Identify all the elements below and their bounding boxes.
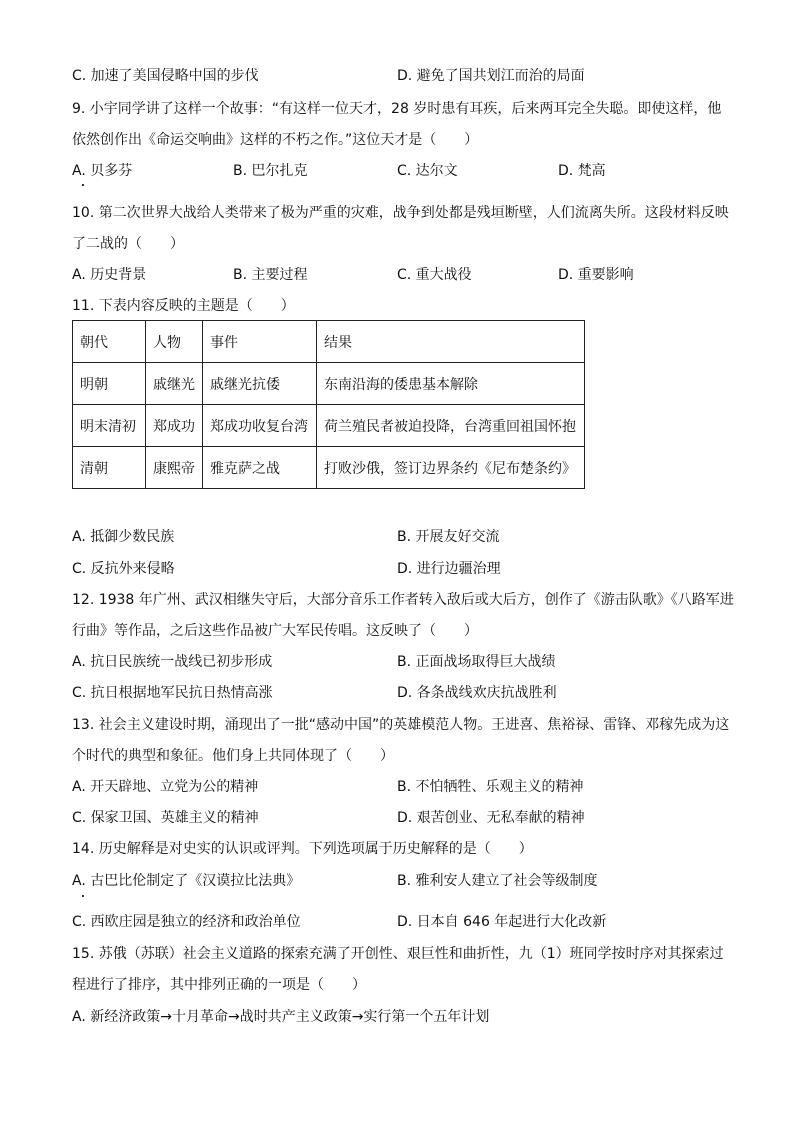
question-12-text-cont: 行曲》等作品，之后这些作品被广大军民传唱。这反映了（ ） — [72, 623, 478, 639]
question-13-text-cont: 个时代的典型和象征。他们身上共同体现了（ ） — [72, 748, 394, 764]
table-cell: 明末清初 — [73, 405, 146, 447]
table-row — [73, 405, 585, 447]
option-d: D. 避免了国共划江而治的局面 — [397, 68, 585, 84]
q10-option-c: C. 重大战役 — [397, 267, 472, 283]
table-cell: 东南沿海的倭患基本解除 — [317, 363, 585, 405]
header-cell: 朝代 — [73, 321, 146, 363]
question-9-text-cont: 依然创作出《命运交响曲》这样的不朽之作。”这位天才是（ ） — [72, 132, 479, 148]
table-cell: 清朝 — [73, 447, 146, 489]
question-9-text: 9. 小宇同学讲了这样一个故事：“有这样一位天才，28 岁时患有耳疾，后来两耳完全失聪。即使这样，他 — [72, 101, 722, 117]
header-cell: 事件 — [203, 321, 317, 363]
q11-option-d: D. 进行边疆治理 — [397, 561, 501, 577]
table-cell: 戚继光 — [146, 363, 203, 405]
option-c: C. 加速了美国侵略中国的步伐 — [72, 68, 259, 84]
q14-option-a: A. 古巴比伦制定了《汉谟拉比法典》 — [72, 873, 301, 889]
question-14-text: 14. 历史解释是对史实的认识或评判。下列选项属于历史解释的是（ ） — [72, 841, 533, 857]
q9-option-a: A. 贝多芬 — [72, 163, 133, 179]
table-cell: 戚继光抗倭 — [203, 363, 317, 405]
q12-option-d: D. 各条战线欢庆抗战胜利 — [397, 685, 557, 701]
table-row — [73, 363, 585, 405]
question-10-text: 10. 第二次世界大战给人类带来了极为严重的灾难，战争到处都是残垣断壁，人们流离失所。这段材料反映 — [72, 205, 729, 221]
question-10-text-cont: 了二战的（ ） — [72, 236, 184, 252]
q10-option-b: B. 主要过程 — [233, 267, 308, 283]
q11-option-c: C. 反抗外来侵略 — [72, 561, 175, 577]
header-cell: 结果 — [317, 321, 585, 363]
q10-option-a: A. 历史背景 — [72, 267, 147, 283]
table-cell: 打败沙俄，签订边界条约《尼布楚条约》 — [317, 447, 585, 489]
q13-option-c: C. 保家卫国、英雄主义的精神 — [72, 810, 259, 826]
table-cell: 明朝 — [73, 363, 146, 405]
speck-mark — [82, 895, 84, 897]
q12-option-a: A. 抗日民族统一战线已初步形成 — [72, 654, 273, 670]
table-cell: 康熙帝 — [146, 447, 203, 489]
table-cell: 雅克萨之战 — [203, 447, 317, 489]
q11-option-a: A. 抵御少数民族 — [72, 529, 175, 545]
question-13-text: 13. 社会主义建设时期，涌现出了一批“感动中国”的英雄模范人物。王进喜、焦裕禄、雷锋、邓稼先成为这 — [72, 717, 730, 733]
history-table — [72, 320, 585, 489]
speck-mark — [82, 184, 84, 186]
question-15-text: 15. 苏俄（苏联）社会主义道路的探索充满了开创性、艰巨性和曲折性，九（1）班同学按时序对其探索过 — [72, 946, 724, 962]
question-15-text-cont: 程进行了排序，其中排列正确的一项是（ ） — [72, 977, 366, 993]
header-cell: 人物 — [146, 321, 203, 363]
q14-option-d: D. 日本自 646 年起进行大化改新 — [397, 914, 607, 930]
table-cell: 郑成功收复台湾 — [203, 405, 317, 447]
table-cell: 荷兰殖民者被迫投降，台湾重回祖国怀抱 — [317, 405, 585, 447]
q13-option-b: B. 不怕牺牲、乐观主义的精神 — [397, 779, 584, 795]
q9-option-d: D. 梵高 — [558, 163, 606, 179]
q15-option-a: A. 新经济政策→十月革命→战时共产主义政策→实行第一个五年计划 — [72, 1009, 490, 1025]
q12-option-c: C. 抗日根据地军民抗日热情高涨 — [72, 685, 273, 701]
q10-option-d: D. 重要影响 — [558, 267, 634, 283]
question-12-text: 12. 1938 年广州、武汉相继失守后，大部分音乐工作者转入敌后或大后方，创作了《游击队歌》《八路军进 — [72, 592, 734, 608]
q13-option-d: D. 艰苦创业、无私奉献的精神 — [397, 810, 585, 826]
q11-option-b: B. 开展友好交流 — [397, 529, 500, 545]
q13-option-a: A. 开天辟地、立党为公的精神 — [72, 779, 259, 795]
table-row — [73, 447, 585, 489]
q14-option-b: B. 雅利安人建立了社会等级制度 — [397, 873, 598, 889]
table-header-row — [73, 321, 585, 363]
question-11-text: 11. 下表内容反映的主题是（ ） — [72, 298, 295, 314]
q12-option-b: B. 正面战场取得巨大战绩 — [397, 654, 556, 670]
q9-option-c: C. 达尔文 — [397, 163, 458, 179]
table-cell: 郑成功 — [146, 405, 203, 447]
q9-option-b: B. 巴尔扎克 — [233, 163, 308, 179]
q14-option-c: C. 西欧庄园是独立的经济和政治单位 — [72, 914, 301, 930]
